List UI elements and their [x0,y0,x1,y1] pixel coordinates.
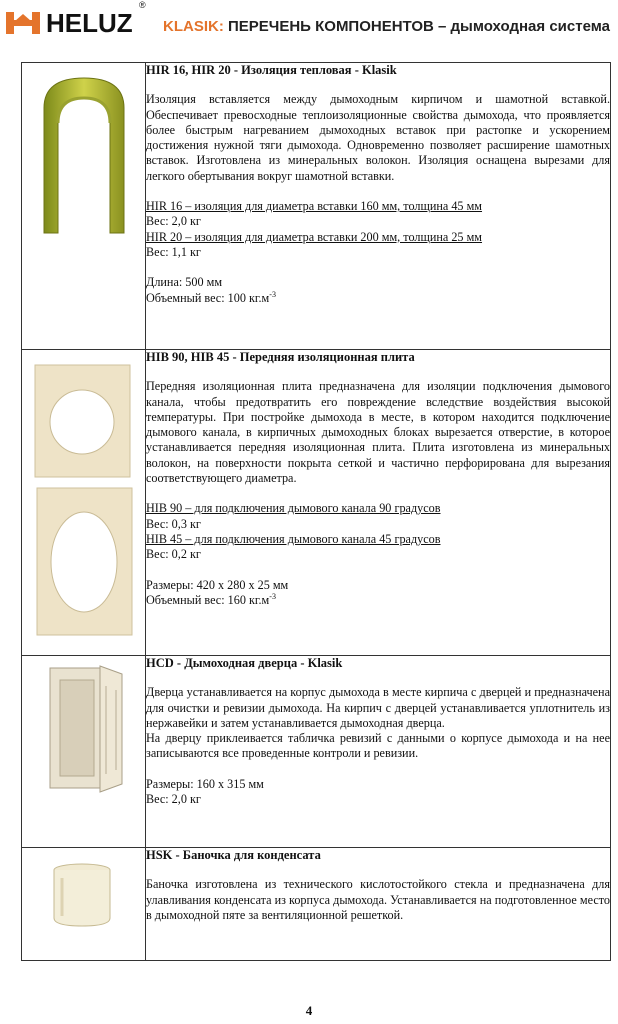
heluz-logo [6,10,133,36]
product-title: HCD - Дымоходная дверца - Klasik [146,656,343,670]
product-description: Изоляция вставляется между дымоходным кирпичом и шамотной вставкой. Обеспечивает превосходные теплоизоляционные свойства дымохода, что проявляется более быстрым нагреванием дымоходных вставок при растопке и ускорением достижения нужной тяги дымохода. Одновременно позволяет расширение шамотных вставок. Изготовлена из минеральных волокон. Изоляция оснащена вырезами для легкого обертывания вокруг шамотной вставки. [146,92,610,183]
insulation-plate-image [22,350,145,650]
product-text-cell [146,350,611,656]
title-brand: KLASIK: [163,18,224,35]
table-row [22,350,611,656]
product-description: Дверца устанавливается на корпус дымохода в месте кирпича с дверцей и предназначена для очистки и ревизии дымохода. На кирпич с дверцей устанавливается уплотнитель из нержавейки и затем устанавливается дымоходная дверца. [146,685,610,730]
spec-line [146,291,610,306]
spec-text: Объемный вес: 100 кг.м [146,290,270,305]
spec-exponent: -3 [269,289,276,299]
title-text: ПЕРЕЧЕНЬ КОМПОНЕНТОВ – дымоходная система [223,18,610,35]
spec-text: Объемный вес: 160 кг.м [146,592,270,607]
product-title: HSK - Баночка для конденсата [146,848,321,862]
product-image-cell [22,63,146,350]
table-row [22,656,611,848]
heluz-logo-icon [6,10,40,36]
product-image-cell [22,848,146,961]
product-description: Передняя изоляционная плита предназначена для изоляции подключения дымового канала, чтобы предотвратить его повреждение вследствие воздействия высокой температуры. При постройке дымохода в месте, в котором находится подключение дымового канала, в кирпичных дымоходных блоках вырезается отверстие, в которое устанавливается передняя изоляционная плита. Плита изготовлена из минеральных волокон, на поверхности покрыта сеткой и частично перфорирована для вырезания соответствующего диаметра. [146,379,610,486]
condensate-jar-image [22,848,145,948]
components-table [21,62,611,961]
weight-line: Вес: 1,1 кг [146,244,201,259]
weight-line: Вес: 2,0 кг [146,792,201,807]
weight-line: Вес: 0,3 кг [146,516,201,531]
product-title: HIR 16, HIR 20 - Изоляция тепловая - Klasik [146,63,397,77]
product-text-cell [146,656,611,848]
variant-line: HIR 20 – изоляция для диаметра вставки 200 мм, толщина 25 мм [146,229,483,244]
spec-line: Размеры: 160 x 315 мм [146,776,264,791]
table-row [22,63,611,350]
page-number: 4 [305,1003,313,1018]
spec-line [146,593,610,608]
variant-line: HIB 45 – для подключения дымового канала 45 градусов [146,531,441,546]
product-description-2: На дверцу приклеивается табличка ревизий с данными о корпусе дымохода и на нее записываются все проведенные контроли и ревизии. [146,731,610,761]
variant-line: HIB 90 – для подключения дымового канала 90 градусов [146,501,441,516]
variant-line: HIR 16 – изоляция для диаметра вставки 160 мм, толщина 45 мм [146,199,483,214]
weight-line: Вес: 2,0 кг [146,214,201,229]
insulation-shell-image [22,63,145,243]
product-text-cell [146,63,611,350]
product-description: Баночка изготовлена из технического кислотостойкого стекла и предназначена для улавливания конденсата из корпуса дымохода. Устанавливается на подготовленное место в дымоходной пяте за вентиляционной решеткой. [146,877,610,922]
spec-line: Длина: 500 мм [146,275,223,290]
spec-line: Размеры: 420 x 280 x 25 мм [146,577,289,592]
product-image-cell [22,350,146,656]
logo-text: HELUZ [46,8,133,38]
product-image-cell [22,656,146,848]
weight-line: Вес: 0,2 кг [146,547,201,562]
page-title [163,18,610,35]
registered-mark: ® [139,0,146,10]
page-header [0,0,618,50]
product-title: HIB 90, HIB 45 - Передняя изоляционная плита [146,350,415,364]
chimney-door-image [22,656,145,806]
table-row [22,848,611,961]
product-text-cell [146,848,611,961]
spec-exponent: -3 [269,591,276,601]
